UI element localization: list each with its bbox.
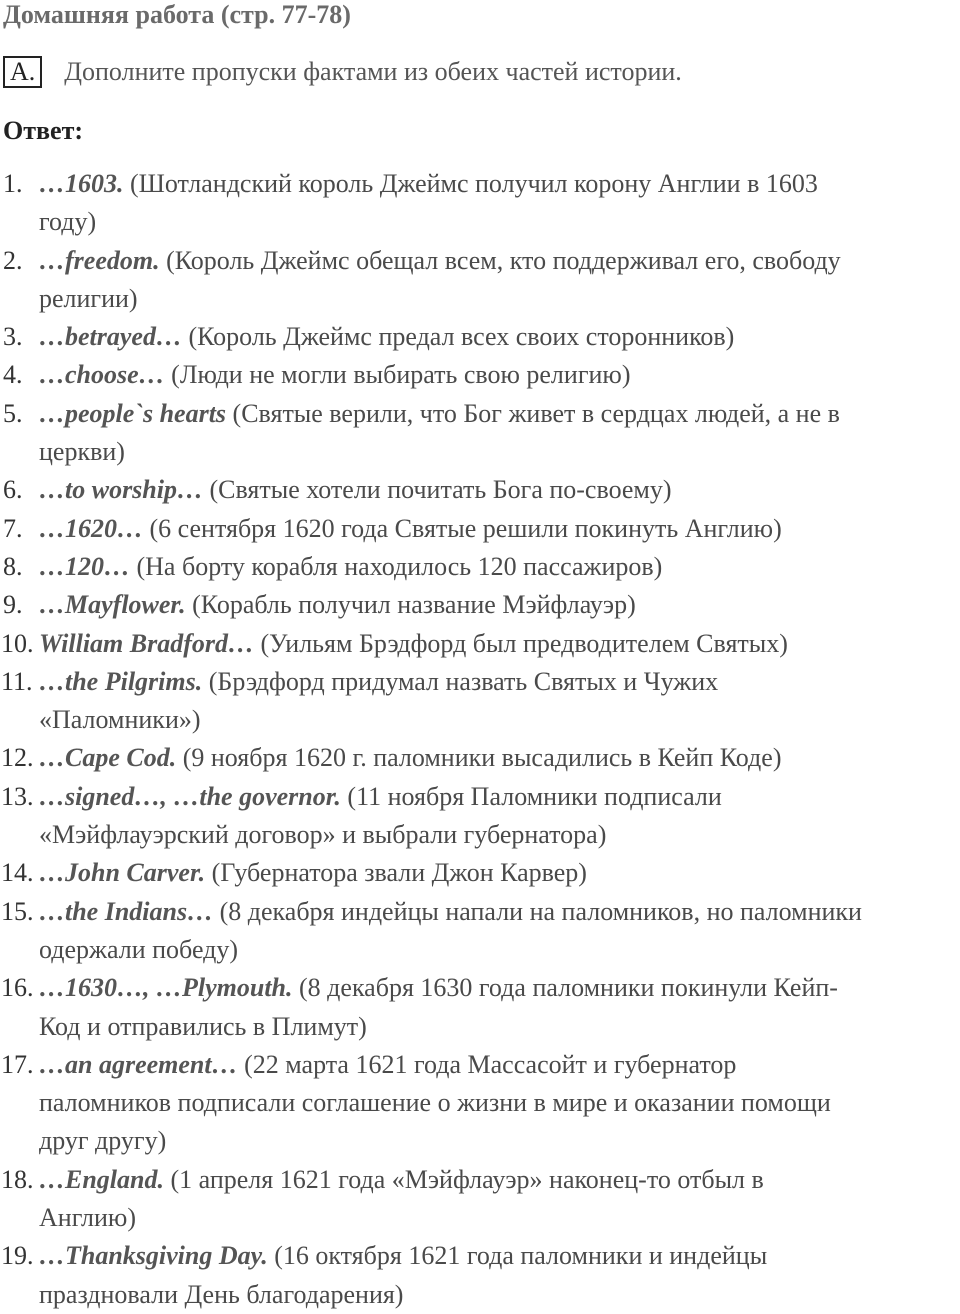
answer-label: Ответ: (3, 116, 84, 145)
item-number: 6. (3, 475, 23, 505)
item-explanation: праздновали День благодарения) (39, 1279, 404, 1309)
item-explanation: церкви) (39, 437, 125, 467)
answer-item (0, 356, 960, 394)
item-line (39, 1161, 960, 1199)
item-explanation: (8 декабря 1630 года паломники покинули Кейп- (292, 973, 838, 1003)
item-line (39, 318, 960, 356)
item-answer: …the Indians… (39, 896, 214, 926)
item-line (39, 816, 960, 854)
item-explanation: (Король Джеймс обещал всем, кто поддерживал его, свободу (159, 245, 841, 275)
item-line (39, 893, 960, 931)
answer-item (0, 395, 960, 472)
task-text: Дополните пропуски фактами из обеих частей истории. (64, 57, 682, 86)
answer-item (0, 318, 960, 356)
answer-item (0, 242, 960, 319)
item-explanation: «Мэйфлауэрский договор» и выбрали губернатора) (39, 820, 607, 850)
item-answer: …Mayflower. (39, 590, 186, 620)
item-line (39, 471, 960, 509)
item-explanation: (Шотландский король Джеймс получил корону Англии в 1603 (123, 169, 818, 198)
item-number: 4. (3, 360, 23, 390)
item-line (39, 1276, 960, 1314)
answer-item (0, 893, 960, 970)
item-explanation: (Король Джеймс предал всех своих сторонников) (181, 322, 735, 352)
answer-item (0, 778, 960, 855)
item-explanation: (На борту корабля находилось 120 пассажиров) (130, 551, 663, 581)
item-explanation: (22 марта 1621 года Массасойт и губернатор (237, 1049, 737, 1079)
item-number: 10. (1, 628, 34, 658)
item-explanation: одержали победу) (39, 934, 239, 964)
item-line (39, 701, 960, 739)
item-answer: …freedom. (39, 245, 160, 275)
item-explanation: Код и отправились в Плимут) (39, 1011, 367, 1041)
item-number: 12. (1, 743, 34, 773)
item-number: 2. (3, 245, 23, 275)
item-explanation: году) (39, 207, 97, 237)
answer-item (0, 1161, 960, 1238)
item-line (39, 1084, 960, 1122)
answer-item (0, 1237, 960, 1314)
answer-item (0, 625, 960, 663)
item-line (39, 1046, 960, 1084)
item-explanation: (Люди не могли выбирать свою религию) (164, 360, 631, 390)
item-answer: …the Pilgrims. (39, 666, 203, 696)
answer-item (0, 471, 960, 509)
item-line (39, 203, 960, 241)
item-line (39, 165, 960, 203)
item-explanation: «Паломники») (39, 705, 201, 735)
item-explanation: Англию) (39, 1203, 137, 1233)
item-answer: …choose… (39, 360, 165, 390)
item-line (39, 356, 960, 394)
item-number: 14. (1, 858, 34, 888)
answer-item (0, 1046, 960, 1161)
answer-list (0, 165, 960, 1314)
answer-item (0, 165, 960, 242)
item-number: 8. (3, 551, 23, 581)
item-line (39, 739, 960, 777)
item-number: 11. (1, 666, 33, 696)
item-line (39, 280, 960, 318)
item-line (39, 931, 960, 969)
page-title: Домашняя работа (стр. 77-78) (3, 0, 351, 29)
answer-item (0, 854, 960, 892)
item-explanation: (16 октября 1621 года паломники и индейцы (267, 1241, 768, 1271)
item-number: 17. (1, 1049, 34, 1079)
item-explanation: (Брэдфорд придумал назвать Святых и Чужих (202, 666, 719, 696)
item-number: 19. (1, 1241, 34, 1271)
item-explanation: (9 ноября 1620 г. паломники высадились в Кейп Коде) (176, 743, 782, 773)
item-answer: …betrayed… (39, 322, 182, 352)
task-badge: A. (3, 56, 42, 88)
item-answer: …John Carver. (39, 858, 206, 888)
item-line (39, 548, 960, 586)
item-number: 18. (1, 1164, 34, 1194)
item-line (39, 1199, 960, 1237)
item-line (39, 969, 960, 1007)
item-explanation: (1 апреля 1621 года «Мэйфлауэр» наконец-то отбыл в (164, 1164, 764, 1194)
task-instruction (3, 54, 682, 90)
item-answer: …an agreement… (39, 1049, 238, 1079)
item-line (39, 854, 960, 892)
item-explanation: (Святые хотели почитать Бога по-своему) (203, 475, 672, 505)
item-line (39, 625, 960, 663)
item-explanation: (Святые верили, что Бог живет в сердцах людей, а не в (226, 398, 840, 428)
answer-item (0, 586, 960, 624)
item-answer: …signed…, …the governor. (39, 781, 341, 811)
item-number: 7. (3, 513, 23, 543)
answer-item (0, 969, 960, 1046)
item-answer: …120… (39, 551, 130, 581)
item-explanation: (8 декабря индейцы напали на паломников, но паломники (213, 896, 862, 926)
item-number: 1. (3, 169, 23, 198)
item-explanation: (Губернатора звали Джон Карвер) (205, 858, 587, 888)
item-line (39, 586, 960, 624)
item-answer: …1620… (39, 513, 143, 543)
item-answer: …1630…, …Plymouth. (39, 973, 293, 1003)
item-line (39, 663, 960, 701)
item-number: 9. (3, 590, 23, 620)
item-explanation: (Уильям Брэдфорд был предводителем Святых) (254, 628, 788, 658)
item-answer: …people`s hearts (39, 398, 227, 428)
item-explanation: (11 ноября Паломники подписали (340, 781, 722, 811)
item-line (39, 1237, 960, 1275)
item-line (39, 1122, 960, 1160)
item-line (39, 510, 960, 548)
answer-item (0, 663, 960, 740)
item-answer: …1603. (39, 169, 124, 198)
item-explanation: (Корабль получил название Мэйфлауэр) (185, 590, 636, 620)
item-number: 3. (3, 322, 23, 352)
item-line (39, 433, 960, 471)
item-answer: …to worship… (39, 475, 203, 505)
item-explanation: паломников подписали соглашение о жизни в мире и оказании помощи (39, 1088, 831, 1118)
item-number: 15. (1, 896, 34, 926)
item-line (39, 1008, 960, 1046)
item-line (39, 242, 960, 280)
item-explanation: (6 сентября 1620 года Святые решили покинуть Англию) (143, 513, 782, 543)
answer-item (0, 510, 960, 548)
item-answer: …England. (39, 1164, 164, 1194)
item-explanation: друг другу) (39, 1126, 167, 1156)
item-answer: William Bradford… (39, 628, 255, 658)
item-line (39, 778, 960, 816)
item-answer: …Thanksgiving Day. (39, 1241, 268, 1271)
item-explanation: религии) (39, 283, 138, 313)
item-number: 13. (1, 781, 34, 811)
item-line (39, 395, 960, 433)
answer-item (0, 548, 960, 586)
answer-item (0, 739, 960, 777)
item-answer: …Cape Cod. (39, 743, 177, 773)
item-number: 16. (1, 973, 34, 1003)
item-number: 5. (3, 398, 23, 428)
